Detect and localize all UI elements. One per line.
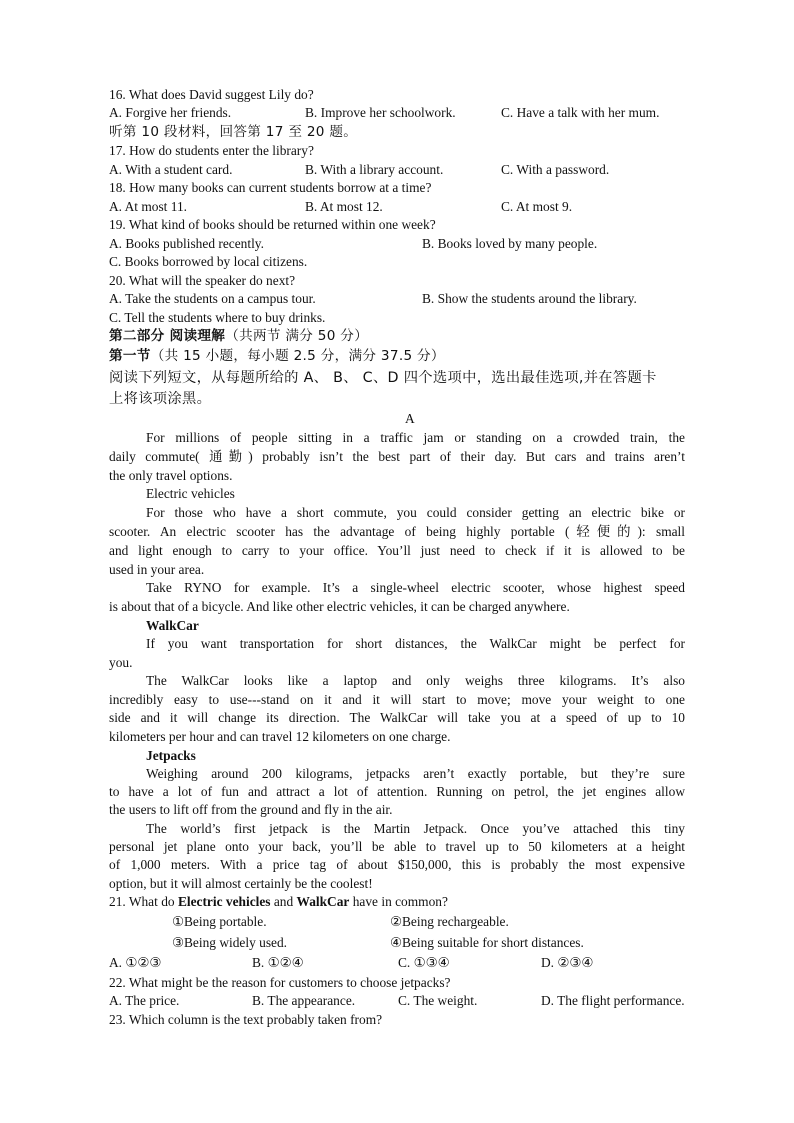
q21-keyword-2: WalkCar (296, 894, 350, 909)
p1-line1: For millions of people sitting in a traffic jam or standing on a crowded train, the (146, 430, 685, 445)
p4-line1: If you want transportation for short distances, the WalkCar might be perfect for (146, 636, 685, 651)
q17-option-c: C. With a password. (501, 162, 610, 177)
q19-option-b: B. Books loved by many people. (422, 236, 598, 251)
part2-note: （共两节 满分 50 分） (225, 328, 369, 344)
p2-line4: used in your area. (109, 562, 205, 577)
q17-stem: 17. How do students enter the library? (109, 143, 314, 158)
q22-option-b: B. The appearance. (252, 993, 356, 1008)
p5-line1: The WalkCar looks like a laptop and only weighs three kilograms. It’s also (146, 673, 685, 688)
q21-option-a: A. ①②③ (109, 955, 162, 970)
q21-stem (109, 893, 448, 911)
q22-stem: 22. What might be the reason for customers to choose jetpacks? (109, 975, 451, 990)
q18-option-c: C. At most 9. (501, 199, 573, 214)
q22-option-a: A. The price. (109, 993, 180, 1008)
directions-line2: 上将该项涂黑。 (109, 391, 212, 407)
q21-option-c: C. ①③④ (398, 955, 450, 970)
q20-stem: 20. What will the speaker do next? (109, 273, 296, 288)
q18-option-a: A. At most 11. (109, 199, 187, 214)
q20-option-c: C. Tell the students where to buy drinks. (109, 310, 326, 325)
q18-stem: 18. How many books can current students borrow at a time? (109, 180, 432, 195)
q17-option-b: B. With a library account. (305, 162, 444, 177)
heading-walkcar: WalkCar (146, 618, 199, 633)
p5-line4: kilometers per hour and can travel 12 kilometers on one charge. (109, 729, 451, 744)
p6-line3: the users to lift off from the ground and fly in the air. (109, 802, 393, 817)
p4-line2: you. (109, 655, 133, 670)
q16-option-c: C. Have a talk with her mum. (501, 105, 660, 120)
heading-electric-vehicles: Electric vehicles (146, 486, 235, 501)
q22-option-d: D. The flight performance. (541, 993, 685, 1008)
p7-line4: option, but it will almost certainly be the coolest! (109, 876, 373, 891)
q21-statement-1: ①Being portable. (172, 914, 267, 929)
p3-line1: Take RYNO for example. It’s a single-wheel electric scooter, whose highest speed (146, 580, 685, 595)
q21-statement-4: ④Being suitable for short distances. (390, 935, 584, 950)
q20-option-a: A. Take the students on a campus tour. (109, 291, 316, 306)
q21-stem-post: have in common? (349, 894, 448, 909)
section1-heading (109, 347, 445, 365)
q19-stem: 19. What kind of books should be returned within one week? (109, 217, 436, 232)
section1-note: （共 15 小题，每小题 2.5 分，满分 37.5 分） (150, 348, 445, 364)
q21-stem-mid: and (270, 894, 297, 909)
p7-line3: of 1,000 meters. With a price tag of about $150,000, this is probably the most expensive (109, 857, 685, 872)
q19-option-c: C. Books borrowed by local citizens. (109, 254, 308, 269)
q21-option-b: B. ①②④ (252, 955, 304, 970)
p6-line2: to have a lot of fun and attract a lot of attention. Running on petrol, the jet engines allow (109, 784, 685, 799)
p3-line2: is about that of a bicycle. And like other electric vehicles, it can be charged anywhere. (109, 599, 570, 614)
p6-line1: Weighing around 200 kilograms, jetpacks aren’t exactly portable, but they’re sure (146, 766, 685, 781)
p7-line1: The world’s first jetpack is the Martin Jetpack. Once you’ve attached this tiny (146, 821, 685, 836)
p5-line3: side and it will change its direction. The WalkCar will take you at a speed of up to 10 (109, 710, 685, 725)
q19-option-a: A. Books published recently. (109, 236, 264, 251)
q23-stem: 23. Which column is the text probably taken from? (109, 1012, 383, 1027)
passage-label: A (405, 411, 415, 426)
p1-line2: daily commute( 通勤) probably isn’t the best part of their day. But cars and trains aren’t (109, 449, 685, 464)
p2-line3: and light enough to carry to your office. You’ll just need to check if it is allowed to be (109, 543, 685, 558)
q21-statement-2: ②Being rechargeable. (390, 914, 509, 929)
q18-option-b: B. At most 12. (305, 199, 383, 214)
q16-stem: 16. What does David suggest Lily do? (109, 87, 314, 102)
q21-option-d: D. ②③④ (541, 955, 594, 970)
p5-line2: incredibly easy to use---stand on it and it will start to move; move your weight to one (109, 692, 685, 707)
p7-line2: personal jet plane onto your back, you’ll be able to travel up to 50 kilometers at a height (109, 839, 685, 854)
q22-option-c: C. The weight. (398, 993, 478, 1008)
part2-heading (109, 327, 368, 345)
section1-title: 第一节 (109, 348, 151, 364)
q20-option-b: B. Show the students around the library. (422, 291, 637, 306)
q16-option-a: A. Forgive her friends. (109, 105, 232, 120)
p1-line3: the only travel options. (109, 468, 233, 483)
q21-keyword-1: Electric vehicles (177, 894, 271, 909)
q21-statement-3: ③Being widely used. (172, 935, 288, 950)
directions-line1: 阅读下列短文，从每题所给的 A、 B、 C、D 四个选项中，选出最佳选项,并在答题卡 (109, 370, 657, 386)
heading-jetpacks: Jetpacks (146, 748, 196, 763)
p2-line1: For those who have a short commute, you could consider getting an electric bike or (146, 505, 685, 520)
q17-option-a: A. With a student card. (109, 162, 233, 177)
p2-line2: scooter. An electric scooter has the advantage of being highly portable (轻便的): small (109, 524, 685, 539)
listening-instruction-10: 听第 10 段材料，回答第 17 至 20 题。 (109, 124, 358, 140)
q21-stem-pre: 21. What do (109, 894, 178, 909)
part2-title: 第二部分 阅读理解 (109, 328, 226, 344)
q16-option-b: B. Improve her schoolwork. (305, 105, 456, 120)
